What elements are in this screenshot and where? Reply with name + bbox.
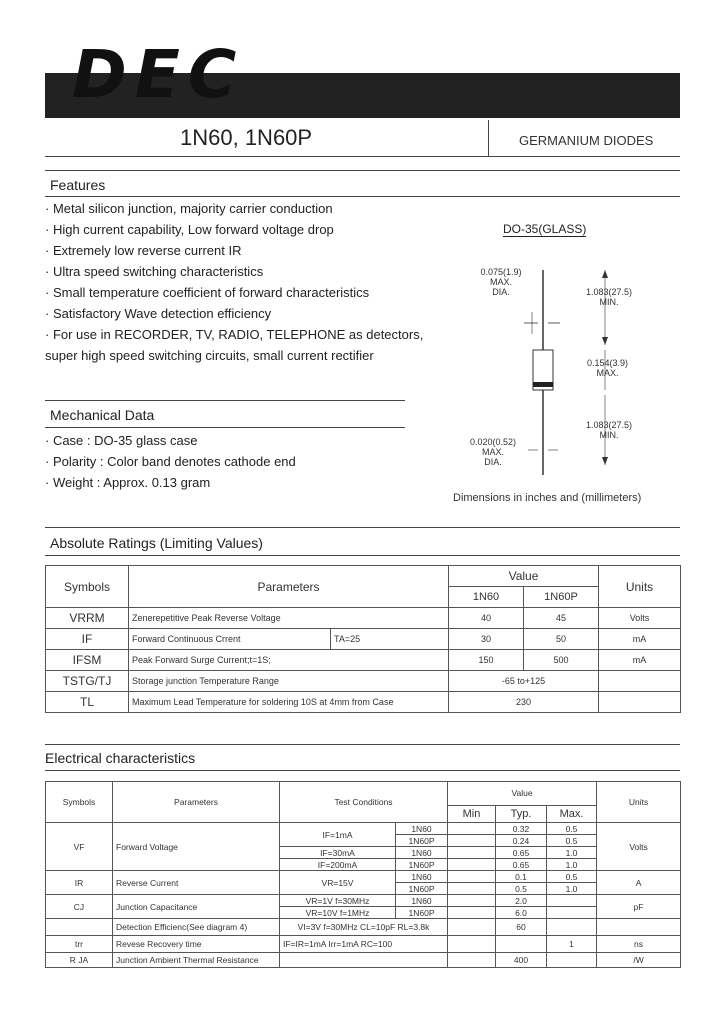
- value-cell: 150: [449, 650, 524, 671]
- parameter-cell: Reverse Current: [113, 871, 280, 895]
- table-row: [46, 871, 681, 883]
- symbol-cell: trr: [46, 936, 113, 953]
- rule: [45, 400, 405, 401]
- company-logo: DEC: [72, 36, 245, 113]
- dim-lead-dia: [476, 267, 526, 297]
- condition-cell: VR=10V f=1MHz: [280, 907, 396, 919]
- table-row: [46, 919, 681, 936]
- rule: [45, 170, 680, 171]
- device-cell: 1N60: [396, 871, 448, 883]
- dimension-caption: Dimensions in inches and (millimeters): [453, 492, 642, 504]
- dim-text: 0.154(3.9): [586, 358, 629, 368]
- condition-cell: [280, 953, 448, 968]
- parameter-cell: Forward Voltage: [113, 823, 280, 871]
- part-number: 1N60, 1N60P: [180, 125, 313, 150]
- header-max: Max.: [547, 805, 597, 822]
- abs-ratings-table: [45, 565, 681, 713]
- table-row: [46, 629, 681, 650]
- symbol-cell: IFSM: [46, 650, 129, 671]
- parameter-cell: Revese Recovery time: [113, 936, 280, 953]
- feature-item: · Extremely low reverse current IR: [45, 243, 242, 258]
- min-cell: [448, 883, 496, 895]
- header-symbols: Symbols: [46, 566, 129, 608]
- mechanical-title: Mechanical Data: [50, 407, 155, 423]
- subtitle: GERMANIUM DIODES: [519, 133, 654, 148]
- dim-body-length: [580, 358, 635, 378]
- max-cell: 0.5: [547, 823, 597, 835]
- header-conditions: Test Conditions: [280, 782, 448, 823]
- min-cell: [448, 895, 496, 907]
- feature-item: · Ultra speed switching characteristics: [45, 264, 264, 279]
- symbol-cell: IF: [46, 629, 129, 650]
- max-cell: 1.0: [547, 859, 597, 871]
- device-cell: 1N60P: [396, 907, 448, 919]
- value-cell: 500: [524, 650, 599, 671]
- features-title: Features: [50, 177, 106, 193]
- max-cell: [547, 919, 597, 936]
- mechanical-item: · Polarity : Color band denotes cathode end: [45, 454, 296, 469]
- value-cell: 40: [449, 608, 524, 629]
- typ-cell: [496, 936, 547, 953]
- condition-cell: VR=15V: [280, 871, 396, 895]
- dim-text: 1.083(27.5): [585, 287, 633, 297]
- dim-text: 0.020(0.52): [469, 437, 517, 447]
- header-parameters: Parameters: [113, 782, 280, 823]
- dim-text: MAX.: [489, 277, 512, 287]
- value-cell: 230: [449, 692, 599, 713]
- typ-cell: 0.65: [496, 859, 547, 871]
- condition-cell: TA=25: [331, 629, 449, 650]
- table-row: [46, 823, 681, 835]
- min-cell: [448, 835, 496, 847]
- symbol-cell: TL: [46, 692, 129, 713]
- value-cell: 50: [524, 629, 599, 650]
- dim-wire-dia: [466, 437, 520, 467]
- typ-cell: 0.24: [496, 835, 547, 847]
- value-cell: 45: [524, 608, 599, 629]
- min-cell: [448, 847, 496, 859]
- max-cell: [547, 895, 597, 907]
- header-1n60p: 1N60P: [524, 587, 599, 608]
- min-cell: [448, 859, 496, 871]
- dim-text: MIN.: [599, 297, 619, 307]
- symbol-cell: TSTG/TJ: [46, 671, 129, 692]
- unit-cell: mA: [599, 629, 681, 650]
- typ-cell: 0.5: [496, 883, 547, 895]
- parameter-cell: Junction Capacitance: [113, 895, 280, 919]
- header-typ: Typ.: [496, 805, 547, 822]
- unit-cell: [599, 671, 681, 692]
- symbol-cell: VRRM: [46, 608, 129, 629]
- unit-cell: mA: [599, 650, 681, 671]
- typ-cell: 0.32: [496, 823, 547, 835]
- condition-cell: IF=IR=1mA Irr=1mA RC=100: [280, 936, 448, 953]
- min-cell: [448, 907, 496, 919]
- rule: [45, 770, 680, 771]
- mechanical-item: · Weight : Approx. 0.13 gram: [45, 475, 211, 490]
- table-row: [46, 895, 681, 907]
- feature-item: · High current capability, Low forward voltage drop: [45, 222, 334, 237]
- dim-lead-length-top: [580, 287, 638, 307]
- features-list: [45, 198, 465, 366]
- dim-text: 1.083(27.5): [585, 420, 633, 430]
- rule: [45, 555, 680, 556]
- feature-item: super high speed switching circuits, small current rectifier: [45, 348, 374, 363]
- parameter-cell: Peak Forward Surge Current;t=1S;: [129, 650, 449, 671]
- value-cell: -65 to+125: [449, 671, 599, 692]
- max-cell: 0.5: [547, 871, 597, 883]
- typ-cell: 60: [496, 919, 547, 936]
- table-row: [46, 650, 681, 671]
- max-cell: 0.5: [547, 835, 597, 847]
- unit-cell: A: [597, 871, 681, 895]
- parameter-cell: Zenerepetitive Peak Reverse Voltage: [129, 608, 449, 629]
- elec-table: [45, 781, 681, 968]
- parameter-cell: Junction Ambient Thermal Resistance: [113, 953, 280, 968]
- header-min: Min: [448, 805, 496, 822]
- table-row: [46, 671, 681, 692]
- feature-item: · For use in RECORDER, TV, RADIO, TELEPHONE as detectors,: [45, 327, 424, 342]
- device-cell: 1N60P: [396, 883, 448, 895]
- unit-cell: [599, 692, 681, 713]
- feature-item: · Metal silicon junction, majority carrier conduction: [45, 201, 333, 216]
- feature-item: · Satisfactory Wave detection efficiency: [45, 306, 272, 321]
- rule: [45, 196, 680, 197]
- header-units: Units: [597, 782, 681, 823]
- title-divider: [488, 120, 489, 156]
- condition-cell: IF=1mA: [280, 823, 396, 847]
- header-value: Value: [449, 566, 599, 587]
- rule: [45, 744, 680, 745]
- condition-cell: VI=3V f=30MHz CL=10pF RL=3.8k: [280, 919, 448, 936]
- dim-text: MAX.: [596, 368, 619, 378]
- table-row: [46, 936, 681, 953]
- device-cell: 1N60P: [396, 835, 448, 847]
- table-row: [46, 608, 681, 629]
- dim-text: DIA.: [484, 457, 502, 467]
- typ-cell: 6.0: [496, 907, 547, 919]
- parameter-cell: Forward Continuous Crrent: [129, 629, 331, 650]
- symbol-cell: IR: [46, 871, 113, 895]
- max-cell: 1.0: [547, 883, 597, 895]
- symbol-cell: VF: [46, 823, 113, 871]
- mechanical-list: [45, 430, 405, 493]
- header-parameters: Parameters: [129, 566, 449, 608]
- cathode-band: [533, 382, 553, 387]
- device-cell: 1N60: [396, 847, 448, 859]
- unit-cell: [597, 919, 681, 936]
- typ-cell: 2.0: [496, 895, 547, 907]
- symbol-cell: [46, 919, 113, 936]
- abs-ratings-title: Absolute Ratings (Limiting Values): [50, 535, 263, 551]
- dim-lead-length-bottom: [580, 420, 638, 440]
- device-cell: 1N60: [396, 895, 448, 907]
- header-symbols: Symbols: [46, 782, 113, 823]
- unit-cell: /W: [597, 953, 681, 968]
- max-cell: 1.0: [547, 847, 597, 859]
- header-units: Units: [599, 566, 681, 608]
- dim-text: DIA.: [492, 287, 510, 297]
- mechanical-item: · Case : DO-35 glass case: [45, 433, 198, 448]
- min-cell: [448, 936, 496, 953]
- unit-cell: Volts: [597, 823, 681, 871]
- symbol-cell: CJ: [46, 895, 113, 919]
- rule: [45, 527, 680, 528]
- max-cell: [547, 907, 597, 919]
- unit-cell: Volts: [599, 608, 681, 629]
- condition-cell: IF=200mA: [280, 859, 396, 871]
- dim-text: MIN.: [599, 430, 619, 440]
- typ-cell: 0.65: [496, 847, 547, 859]
- max-cell: [547, 953, 597, 968]
- min-cell: [448, 919, 496, 936]
- parameter-cell: Storage junction Temperature Range: [129, 671, 449, 692]
- rule: [45, 427, 405, 428]
- device-cell: 1N60P: [396, 859, 448, 871]
- min-cell: [448, 823, 496, 835]
- typ-cell: 0.1: [496, 871, 547, 883]
- feature-item: · Small temperature coefficient of forward characteristics: [45, 285, 370, 300]
- table-row: [46, 692, 681, 713]
- header-value: Value: [448, 782, 597, 806]
- package-name: DO-35(GLASS): [503, 222, 587, 236]
- unit-cell: ns: [597, 936, 681, 953]
- elec-title: Electrical characteristics: [45, 750, 196, 766]
- dim-text: MAX.: [481, 447, 504, 457]
- min-cell: [448, 953, 496, 968]
- min-cell: [448, 871, 496, 883]
- condition-cell: IF=30mA: [280, 847, 396, 859]
- symbol-cell: R JA: [46, 953, 113, 968]
- header-1n60: 1N60: [449, 587, 524, 608]
- condition-cell: VR=1V f=30MHz: [280, 895, 396, 907]
- dim-text: 0.075(1.9): [480, 267, 522, 277]
- table-row: [46, 953, 681, 968]
- value-cell: 30: [449, 629, 524, 650]
- unit-cell: pF: [597, 895, 681, 919]
- device-cell: 1N60: [396, 823, 448, 835]
- typ-cell: 400: [496, 953, 547, 968]
- parameter-cell: Maximum Lead Temperature for soldering 10S at 4mm from Case: [129, 692, 449, 713]
- parameter-cell: Detection Efficienc(See diagram 4): [113, 919, 280, 936]
- max-cell: 1: [547, 936, 597, 953]
